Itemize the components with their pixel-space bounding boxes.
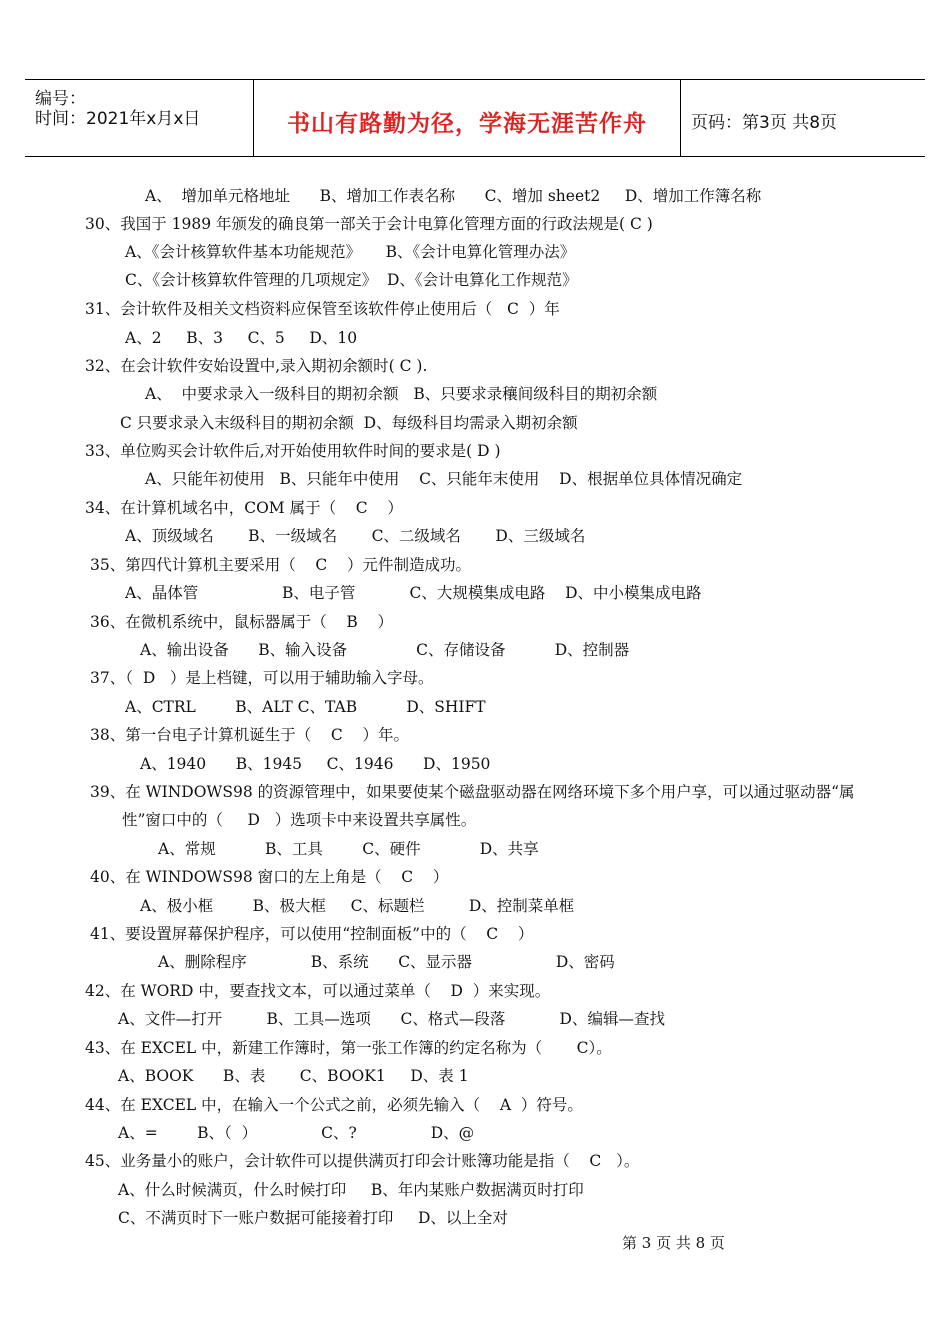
- question-line: 42、在 WORD 中，要查找文本，可以通过菜单（ D ）来实现。: [85, 982, 551, 1000]
- document-number-label: 编号：: [35, 89, 86, 109]
- question-line: A、1940 B、1945 C、1946 D、1950: [140, 755, 491, 773]
- question-line: 43、在 EXCEL 中，新建工作簿时，第一张工作簿的约定名称为（ C）。: [85, 1039, 612, 1057]
- question-line: A、极小框 B、极大框 C、标题栏 D、控制菜单框: [140, 897, 575, 915]
- question-line: 31、会计软件及相关文档资料应保管至该软件停止使用后（ C ）年: [85, 300, 560, 318]
- header-page-label: 页码：第3页 共8页: [691, 113, 838, 133]
- header-info-cell: [25, 80, 253, 156]
- question-line: A、2 B、3 C、5 D、10: [125, 329, 358, 347]
- question-line: 35、第四代计算机主要采用（ C ）元件制造成功。: [90, 556, 472, 574]
- question-line: A、只能年初使用 B、只能年中使用 C、只能年末使用 D、根据单位具体情况确定: [145, 470, 743, 488]
- question-line: 性”窗口中的（ D ）选项卡中来设置共享属性。: [122, 811, 477, 829]
- question-line: A、 中要求录入一级科目的期初余额 B、只要求录穰间级科目的期初余额: [145, 385, 658, 403]
- question-line: C、不满页时下一账户数据可能接着打印 D、以上全对: [118, 1209, 508, 1227]
- page-footer: 第 3 页 共 8 页: [622, 1234, 725, 1252]
- question-line: 36、在微机系统中，鼠标器属于（ B ）: [90, 613, 394, 631]
- question-line: 34、在计算机域名中，COM 属于（ C ）: [85, 499, 403, 517]
- question-line: 32、在会计软件安始设置中,录入期初余额时( C ).: [85, 357, 428, 375]
- question-line: A、文件—打开 B、工具—选项 C、格式—段落 D、编辑—查找: [118, 1010, 665, 1028]
- question-line: C、《会计核算软件管理的几项规定》 D、《会计电算化工作规范》: [125, 271, 578, 289]
- question-line: A、BOOK B、表 C、BOOK1 D、表 1: [118, 1067, 469, 1085]
- question-line: 41、要设置屏幕保护程序，可以使用“控制面板”中的（ C ）: [90, 925, 534, 943]
- document-time-label: 时间：2021年x月x日: [35, 109, 201, 129]
- question-line: 40、在 WINDOWS98 窗口的左上角是（ C ）: [90, 868, 449, 886]
- question-line: 33、单位购买会计软件后,对开始使用软件时间的要求是( D ): [85, 442, 501, 460]
- page-header: [25, 79, 925, 157]
- question-line: A、顶级域名 B、一级域名 C、二级域名 D、三级域名: [125, 527, 586, 545]
- question-line: 44、在 EXCEL 中，在输入一个公式之前，必须先输入（ A ）符号。: [85, 1096, 583, 1114]
- header-motto-cell: [253, 80, 681, 156]
- question-line: A、 增加单元格地址 B、增加工作表名称 C、增加 sheet2 D、增加工作簿名称: [145, 187, 762, 205]
- question-line: A、CTRL B、ALT C、TAB D、SHIFT: [125, 698, 486, 716]
- question-line: A、输出设备 B、输入设备 C、存储设备 D、控制器: [140, 641, 630, 659]
- question-line: A、晶体管 B、电子管 C、大规模集成电路 D、中小模集成电路: [125, 584, 702, 602]
- header-motto: 书山有路勤为径，学海无涯苦作舟: [287, 111, 647, 137]
- header-page-cell: [681, 80, 925, 156]
- question-line: 30、我国于 1989 年颁发的确良第一部关于会计电算化管理方面的行政法规是( C ): [85, 215, 653, 233]
- question-line: A、删除程序 B、系统 C、显示器 D、密码: [158, 953, 615, 971]
- question-line: 39、在 WINDOWS98 的资源管理中，如果要使某个磁盘驱动器在网络环境下多个用户享，可以通过驱动器“属: [90, 783, 855, 801]
- question-line: A、《会计核算软件基本功能规范》 B、《会计电算化管理办法》: [125, 243, 576, 261]
- question-line: A、常规 B、工具 C、硬件 D、共享: [158, 840, 539, 858]
- question-line: 37、（ D ）是上档键，可以用于辅助输入字母。: [90, 669, 434, 687]
- question-line: A、= B、（ ） C、? D、@: [118, 1124, 475, 1142]
- question-line: 45、业务量小的账户，会计软件可以提供满页打印会计账簿功能是指（ C ）。: [85, 1152, 640, 1170]
- question-line: C 只要求录入末级科目的期初余额 D、每级科目均需录入期初余额: [120, 414, 578, 432]
- question-line: A、什么时候满页，什么时候打印 B、年内某账户数据满页时打印: [118, 1181, 584, 1199]
- question-line: 38、第一台电子计算机诞生于（ C ）年。: [90, 726, 409, 744]
